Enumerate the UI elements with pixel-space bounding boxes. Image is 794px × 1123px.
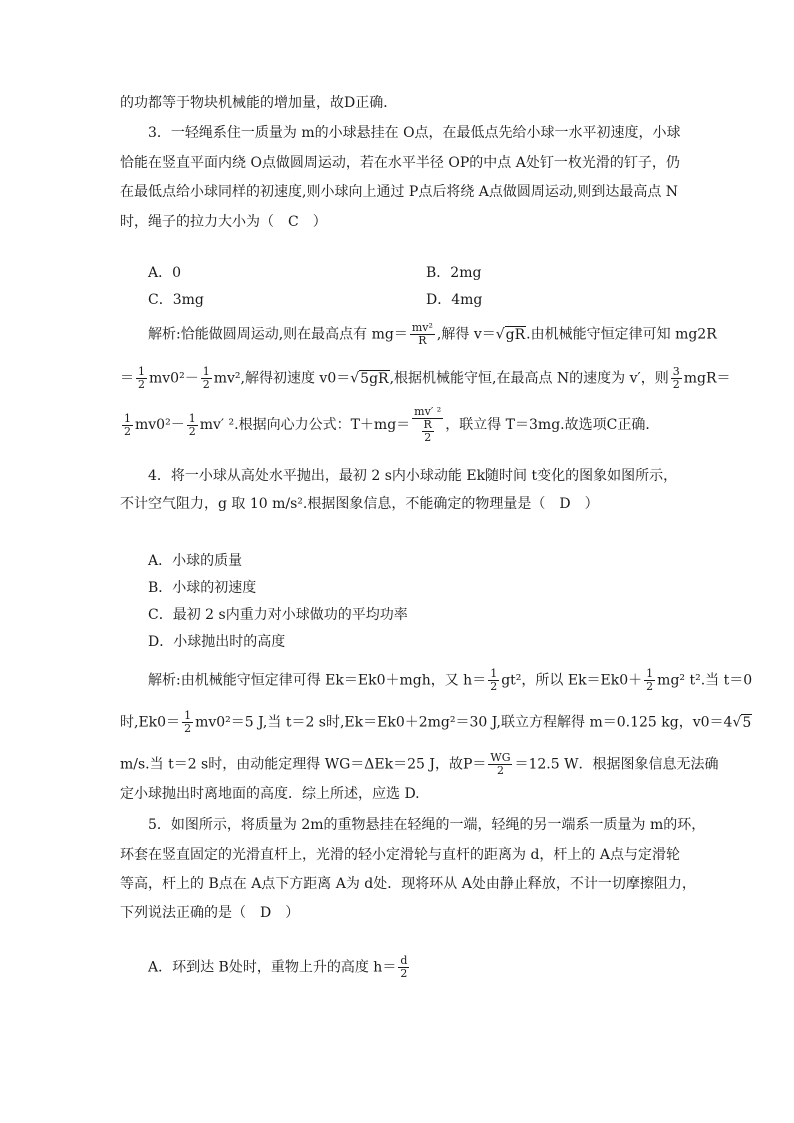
q4-solution-line-3: m/s.当 t＝2 s时，由动能定理得 WG＝ΔEk＝25 J，故P＝ $\frac{WG}{2}$ ＝12.5 W．根据图象信息无法确 [120, 751, 719, 777]
fraction-one-half: $\frac{1}{2}$ [202, 365, 210, 391]
q5-stem-line-3: 等高，杆上的 B点在 A点下方距离 A为 d处．现将环从 A处由静止释放，不计一切摩擦阻力， [120, 876, 696, 892]
q3-solution-line-2: ＝ $\frac{1}{2}$ mv0²－ $\frac{1}{2}$ mv²,解得初速度 v0＝√5gR,根据机械能守恒,在最高点 N的速度为 v′，则 $\frac{3}{2}$ mgR＝ [120, 365, 731, 391]
q3-stem-line-3: 在最低点给小球同样的初速度,则小球向上通过 P点后将绕 A点做圆周运动,则到达最高点 N [120, 184, 679, 200]
paragraph-continuation: 的功都等于物块机械能的增加量，故D正确． [120, 95, 398, 111]
q4-stem-line-2: 不计空气阻力，g 取 10 m/s².根据图象信息，不能确定的物理量是（ D ） [120, 496, 599, 512]
q5-stem-line-1: 5．如图所示，将质量为 2m的重物悬挂在轻绳的一端，轻绳的另一端系一质量为 m的环， [148, 817, 706, 833]
fraction-three-halves: $\frac{3}{2}$ [672, 365, 680, 391]
q4-option-a: A．小球的质量 [148, 553, 243, 569]
q5-stem-line-4: 下列说法正确的是（ D ） [120, 905, 300, 921]
q4-solution-line-4: 定小球抛出时离地面的高度．综上所述，应选 D. [120, 786, 420, 802]
q3-stem-line-1: 3．一轻绳系住一质量为 m的小球悬挂在 O点，在最低点先给小球一水平初速度，小球 [148, 125, 681, 141]
fraction-one-half: $\frac{1}{2}$ [646, 667, 654, 693]
q4-option-c: C．最初 2 s内重力对小球做功的平均功率 [148, 607, 408, 623]
fraction-WG-over-2: $\frac{WG}{2}$ [490, 751, 511, 777]
fraction-one-half: $\frac{1}{2}$ [124, 411, 131, 438]
q3-option-b: B．2mg [426, 265, 482, 281]
fraction-d-over-2: $\frac{d}{2}$ [400, 954, 408, 980]
q3-stem-line-2: 恰能在竖直平面内绕 O点做圆周运动，若在水平半径 OP的中点 A处钉一枚光滑的钉子，仍 [120, 155, 680, 171]
q4-solution-line-2: 时,Ek0＝ $\frac{1}{2}$ mv0²＝5 J,当 t＝2 s时,Ek＝Ek0＋2mg²＝30 J,联立方程解得 m＝0.125 kg，v0＝4√5 [120, 709, 752, 735]
fraction-mv2-over-R: $\frac{\text{mv²}}{R}$ [411, 321, 433, 347]
q3-option-c: C．3mg [148, 292, 204, 308]
q4-option-d: D．小球抛出时的高度 [148, 634, 286, 650]
fraction-one-half: $\frac{1}{2}$ [188, 411, 196, 438]
fraction-one-half: $\frac{1}{2}$ [184, 709, 192, 735]
q4-solution-line-1: 解析:由机械能守恒定律可得 Ek＝Ek0＋mgh，又 h＝ $\frac{1}{2}$ gt²，所以 Ek＝Ek0＋ $\frac{1}{2}$ mg² t².当 t＝0 [148, 667, 753, 693]
fraction-centripetal: $\frac{\text{mv′ ²}}{\frac{R}{2}}$ [414, 405, 442, 444]
q5-stem-line-2: 环套在竖直固定的光滑直杆上，光滑的轻小定滑轮与直杆的距离为 d，杆上的 A点与定滑轮 [120, 847, 680, 863]
q3-option-a: A．0 [148, 265, 182, 281]
q5-option-a: A．环到达 B处时，重物上升的高度 h＝ $\frac{d}{2}$ [148, 954, 408, 980]
q3-solution-line-1: 解析:恰能做圆周运动,则在最高点有 mg＝ $\frac{\text{mv²}}{R}$ ,解得 v＝√gR.由机械能守恒定律可知 mg2R [148, 321, 717, 347]
q4-option-b: B．小球的初速度 [148, 580, 257, 596]
q4-stem-line-1: 4．将一小球从高处水平抛出，最初 2 s内小球动能 Ek随时间 t变化的图象如图所示， [148, 468, 678, 484]
q3-option-d: D．4mg [426, 292, 483, 308]
fraction-one-half: $\frac{1}{2}$ [490, 667, 498, 693]
q3-stem-line-4: 时，绳子的拉力大小为（ C ） [120, 214, 327, 230]
fraction-one-half: $\frac{1}{2}$ [138, 365, 145, 391]
q3-solution-line-3: $\frac{1}{2}$ mv0²－ $\frac{1}{2}$ mv′ ².根据向心力公式：T＋mg＝ $\frac{\text{mv′ ²}}{\frac{R}{2}}$ ，联立得 T＝3mg.故选项C正确． [124, 405, 660, 444]
